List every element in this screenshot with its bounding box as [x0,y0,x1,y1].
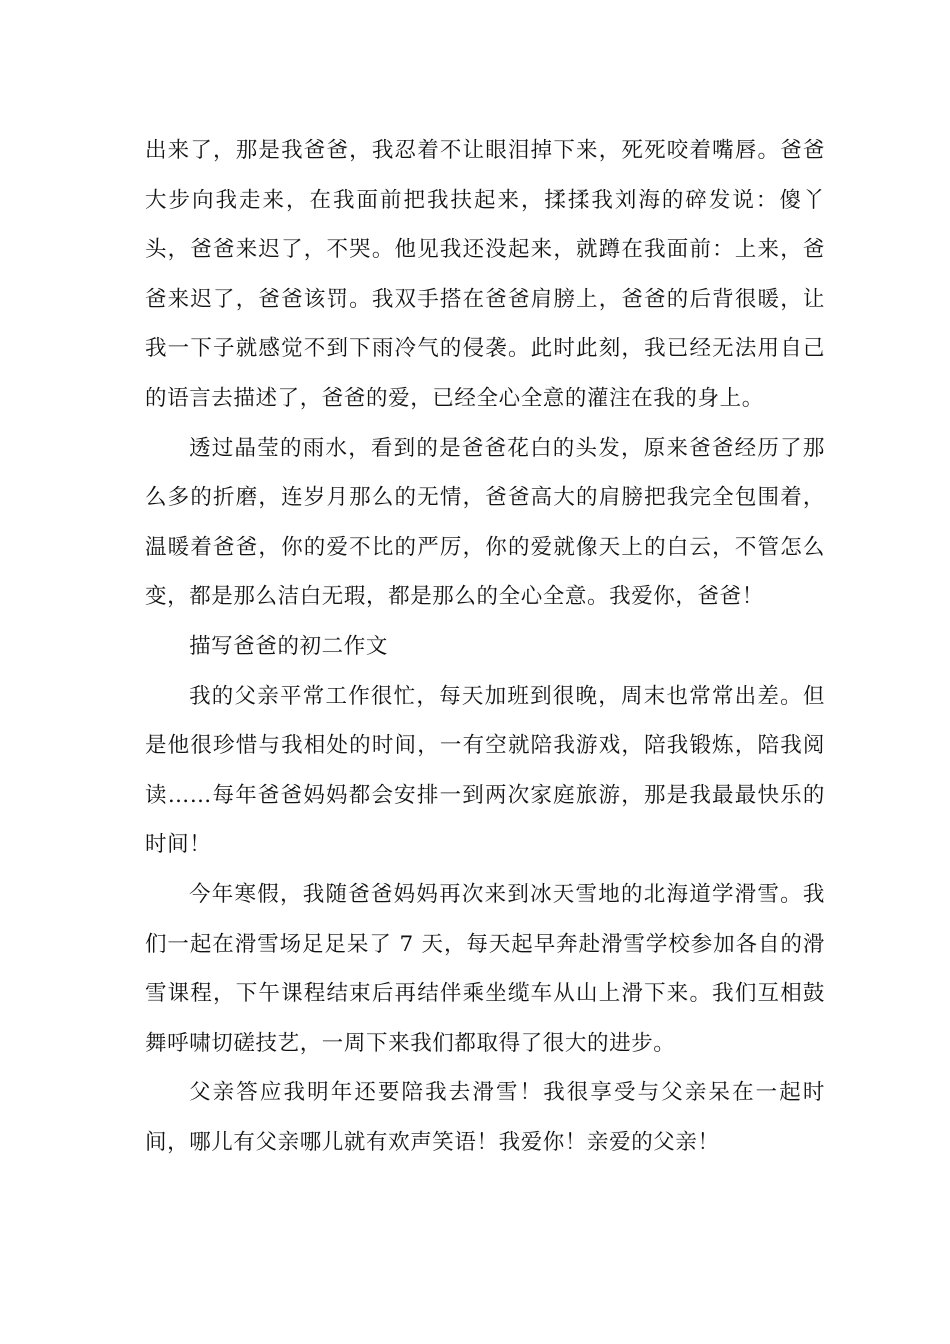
essay-title: 描写爸爸的初二作文 [189,633,388,659]
essay-paragraph-1: 我的父亲平常工作很忙，每天加班到很晚，周末也常常出差。但是他很珍惜与我相处的时间，一有空就陪我游戏，陪我锻炼，陪我阅读……每年爸爸妈妈都会安排一到两次家庭旅游，那是我最最快乐的时间！ [145,683,825,858]
document-page [145,126,825,1167]
essay-paragraph-3: 父亲答应我明年还要陪我去滑雪！我很享受与父亲呆在一起时间，哪儿有父亲哪儿就有欢声笑语！我爱你！亲爱的父亲！ [145,1080,825,1155]
paragraph-continued: 出来了，那是我爸爸，我忍着不让眼泪掉下来，死死咬着嘴唇。爸爸大步向我走来，在我面前把我扶起来，揉揉我刘海的碎发说：傻丫头，爸爸来迟了，不哭。他见我还没起来，就蹲在我面前：上来，爸爸来迟了，爸爸该罚。我双手搭在爸爸肩膀上，爸爸的后背很暖，让我一下子就感觉不到下雨冷气的侵袭。此时此刻，我已经无法用自己的语言去描述了，爸爸的爱，已经全心全意的灌注在我的身上。 [145,138,825,411]
paragraph-rain: 透过晶莹的雨水，看到的是爸爸花白的头发，原来爸爸经历了那么多的折磨，连岁月那么的无情，爸爸高大的肩膀把我完全包围着，温暖着爸爸，你的爱不比的严厉，你的爱就像天上的白云，不管怎么变，都是那么洁白无瑕，都是那么的全心全意。我爱你，爸爸！ [145,435,825,610]
essay-paragraph-2: 今年寒假，我随爸爸妈妈再次来到冰天雪地的北海道学滑雪。我们一起在滑雪场足足呆了 7 天，每天起早奔赴滑雪学校参加各自的滑雪课程，下午课程结束后再结伴乘坐缆车从山上滑下来。我们互相鼓舞呼啸切磋技艺，一周下来我们都取得了很大的进步。 [145,881,825,1056]
